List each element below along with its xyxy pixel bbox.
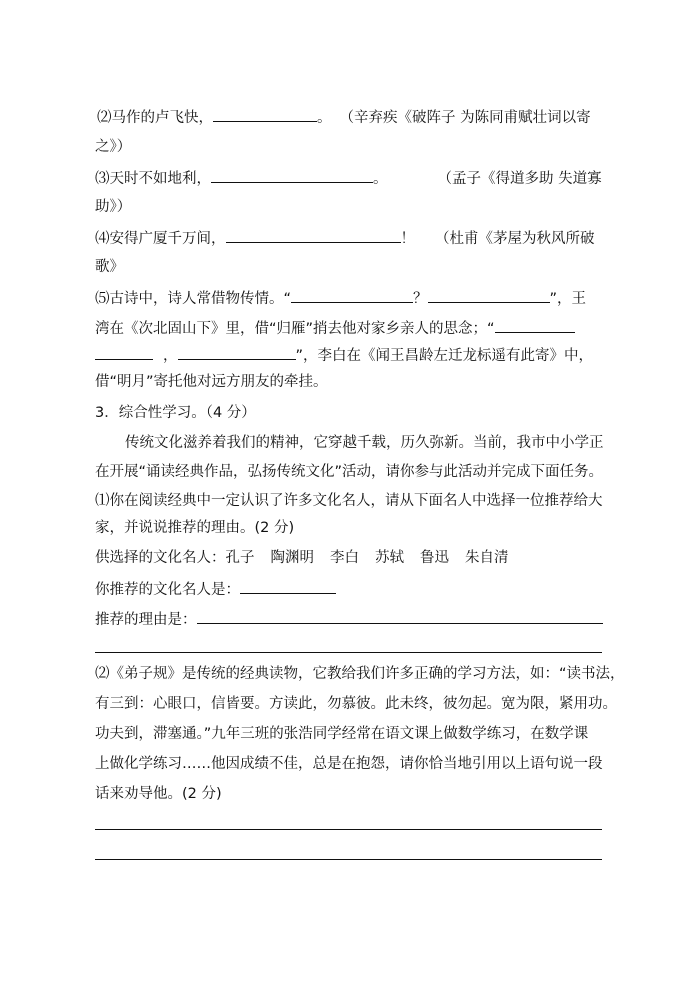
candidate-4: 苏轼 <box>375 550 404 566</box>
candidate-1: 孔子 <box>225 550 255 566</box>
reason-label: 推荐的理由是： <box>95 612 197 628</box>
item-4-line-2 <box>95 257 124 277</box>
candidates-label: 供选择的文化名人： <box>95 550 226 566</box>
q3-part-1-line-2: 家，并说说推荐的理由。(2 分) <box>95 520 295 536</box>
candidate-2: 陶渊明 <box>270 550 314 566</box>
q3-part-2-line-5: 话来劝导他。(2 分) <box>95 786 222 802</box>
item-2-blank[interactable] <box>213 106 317 122</box>
item-5-blank-1[interactable] <box>291 287 413 303</box>
item-4-source: （杜甫《茅屋为秋风所破 <box>435 231 595 247</box>
recommend-blank[interactable] <box>240 578 336 594</box>
candidate-3: 李白 <box>330 550 359 566</box>
item-5-tail: ”，王 <box>549 291 587 307</box>
item-4-blank[interactable] <box>226 227 401 243</box>
item-5-line-2 <box>95 317 575 339</box>
q3-intro-line-2: 在开展“诵读经典作品，弘扬传统文化”活动，请你参与此活动并完成下面任务。 <box>95 464 604 480</box>
candidate-6: 朱自清 <box>465 550 509 566</box>
item-5-line-3 <box>95 344 593 366</box>
q3-part-2-line-2: 有三到：心眼口，信皆要。方读此，勿慕彼。此未终，彼勿起。宽为限，紧用功。 <box>95 696 617 712</box>
item-4-source-cont: 歌》 <box>95 259 124 275</box>
recommend-row <box>95 578 336 600</box>
item-3-blank[interactable] <box>211 167 373 183</box>
item-3-source-cont: 助》） <box>95 199 132 215</box>
item-2-line-1 <box>97 106 591 128</box>
q3-title: 3．综合性学习。（4 分） <box>95 405 256 421</box>
q3-part-2-line-1: ⑵《弟子规》是传统的经典读物，它教给我们许多正确的学习方法，如：“读书法， <box>95 666 625 682</box>
item-5-label: ⑸古诗中，诗人常借物传情。“ <box>95 291 292 307</box>
candidates-row <box>95 548 509 568</box>
item-2-line-2 <box>95 137 131 157</box>
reason-answer-line[interactable] <box>95 652 602 653</box>
item-5-line-3-tail: ”，李白在《闻王昌龄左迁龙标遥有此寄》中， <box>295 348 594 364</box>
item-5-blank-4[interactable] <box>178 344 296 360</box>
item-5-blank-3-cont[interactable] <box>95 344 153 360</box>
item-5-line-1 <box>95 287 586 309</box>
item-3-end: 。 <box>373 171 388 187</box>
item-5-question-mark: ？ <box>413 291 428 307</box>
item-3-source: （孟子《得道多助 失道寡 <box>437 171 602 187</box>
item-2-source: （辛弃疾《破阵子 为陈同甫赋壮词以寄 <box>339 110 591 126</box>
item-5-line-4-text: 借“明月”寄托他对远方朋友的牵挂。 <box>95 374 328 390</box>
q3-part-2-line-4: 上做化学练习……他因成绩不佳，总是在抱怨，请你恰当地引用以上语句说一段 <box>95 756 603 772</box>
q3-intro-line-1: 传统文化滋养着我们的精神，它穿越千载，历久弥新。当前，我市中小学正 <box>125 435 604 451</box>
q3-part-1-line-1: ⑴你在阅读经典中一定认识了许多文化名人，请从下面名人中选择一位推荐给大 <box>95 493 603 509</box>
item-5-blank-2[interactable] <box>428 287 550 303</box>
candidate-5: 鲁迅 <box>420 550 449 566</box>
q3-part-2-line-3: 功夫到，滞塞通。”九年三班的张浩同学经常在语文课上做数学练习，在数学课 <box>95 726 589 742</box>
answer-line-1[interactable] <box>95 829 602 830</box>
reason-blank[interactable] <box>197 608 603 624</box>
answer-line-2[interactable] <box>95 859 602 860</box>
recommend-label: 你推荐的文化名人是： <box>95 582 240 598</box>
item-2-source-cont: 之》） <box>95 139 132 155</box>
item-5-comma: ， <box>163 348 178 364</box>
item-2-label: ⑵马作的卢飞快， <box>97 110 213 126</box>
item-5-blank-3[interactable] <box>495 317 575 333</box>
item-5-line-2-text: 湾在《次北固山下》里，借“归雁”捎去他对家乡亲人的思念；“ <box>95 321 495 337</box>
item-4-end: ！ <box>400 231 415 247</box>
item-2-end: 。 <box>317 110 332 126</box>
item-3-line-1 <box>95 167 602 189</box>
item-3-label: ⑶天时不如地利， <box>95 171 211 187</box>
item-5-line-4 <box>95 372 328 392</box>
item-4-label: ⑷安得广厦千万间， <box>95 231 226 247</box>
item-4-line-1 <box>95 227 595 249</box>
reason-row <box>95 608 603 630</box>
item-3-line-2 <box>95 197 131 217</box>
